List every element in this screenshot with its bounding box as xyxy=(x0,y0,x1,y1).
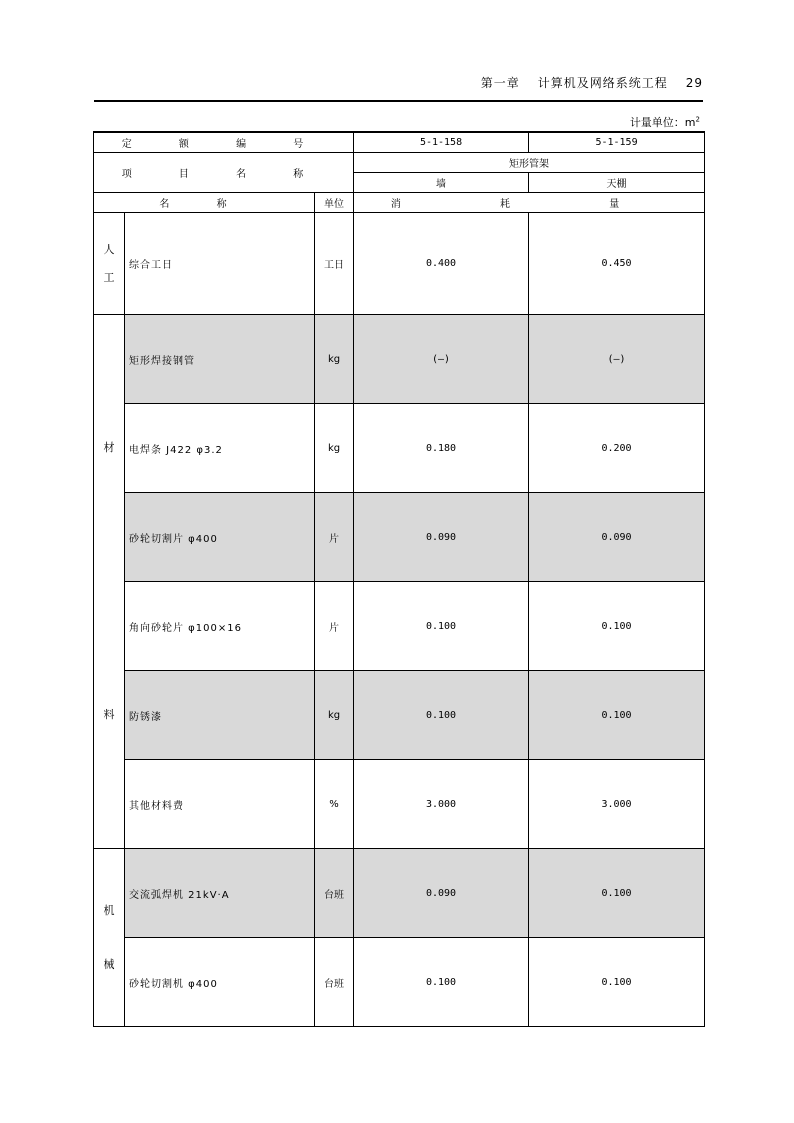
row-unit: kg xyxy=(315,404,354,493)
row-value-2: 0.090 xyxy=(529,493,705,582)
row-unit: % xyxy=(315,760,354,849)
row-value-2: 0.200 xyxy=(529,404,705,493)
quota-table xyxy=(93,131,705,1027)
quota-label-cell: 定 额 编 号 xyxy=(94,132,354,153)
row-value-2: 0.100 xyxy=(529,938,705,1027)
row-unit: 片 xyxy=(315,582,354,671)
row-value-2: 3.000 xyxy=(529,760,705,849)
row-unit: 台班 xyxy=(315,849,354,938)
table-row xyxy=(94,493,705,582)
row-name: 交流弧焊机 21kV·A xyxy=(125,849,315,938)
row-value-1: 0.100 xyxy=(354,938,529,1027)
table-row xyxy=(94,760,705,849)
subitem-wall: 墙 xyxy=(354,173,529,193)
table-row xyxy=(94,849,705,938)
category-machine: 机 械 xyxy=(94,849,125,1027)
group-cell: 矩形管架 xyxy=(354,153,705,173)
row-value-1: 0.100 xyxy=(354,671,529,760)
quota-code-2: 5-1-159 xyxy=(529,132,705,153)
quota-code-row xyxy=(94,132,705,153)
group-row xyxy=(94,153,705,173)
table-row xyxy=(94,938,705,1027)
table-row xyxy=(94,671,705,760)
row-value-2: 0.100 xyxy=(529,582,705,671)
row-value-1: 0.180 xyxy=(354,404,529,493)
row-value-2: 0.100 xyxy=(529,849,705,938)
row-value-1: 3.000 xyxy=(354,760,529,849)
row-value-1: (—) xyxy=(354,315,529,404)
chapter-number: 第一章 xyxy=(480,76,520,90)
quota-code-1: 5-1-158 xyxy=(354,132,529,153)
col-unit-header: 单位 xyxy=(315,193,354,213)
row-value-1: 0.090 xyxy=(354,849,529,938)
table-row xyxy=(94,404,705,493)
row-value-2: 0.450 xyxy=(529,213,705,315)
row-name: 防锈漆 xyxy=(125,671,315,760)
row-name: 矩形焊接钢管 xyxy=(125,315,315,404)
row-value-1: 0.400 xyxy=(354,213,529,315)
chapter-heading xyxy=(463,74,703,91)
table-row xyxy=(94,582,705,671)
row-value-2: 0.100 xyxy=(529,671,705,760)
page-number: 29 xyxy=(685,76,703,90)
row-unit: 片 xyxy=(315,493,354,582)
row-value-2: (—) xyxy=(529,315,705,404)
header-rule xyxy=(94,100,703,102)
unit-note: 计量单位：$m^2$ xyxy=(629,115,700,129)
item-label-cell: 项 目 名 称 xyxy=(94,153,354,193)
row-name: 综合工日 xyxy=(125,213,315,315)
column-header-row xyxy=(94,193,705,213)
row-unit: 台班 xyxy=(315,938,354,1027)
row-unit: kg xyxy=(315,671,354,760)
table-row xyxy=(94,213,705,315)
row-unit: 工日 xyxy=(315,213,354,315)
col-name-header: 名 称 xyxy=(94,193,315,213)
row-name: 角向砂轮片 φ100×16 xyxy=(125,582,315,671)
row-value-1: 0.100 xyxy=(354,582,529,671)
row-unit: kg xyxy=(315,315,354,404)
page-header xyxy=(94,74,703,94)
row-name: 砂轮切割片 φ400 xyxy=(125,493,315,582)
col-consumption-header: 消 耗 量 xyxy=(354,193,705,213)
row-name: 电焊条 J422 φ3.2 xyxy=(125,404,315,493)
row-value-1: 0.090 xyxy=(354,493,529,582)
category-material: 材 料 xyxy=(94,315,125,849)
chapter-title: 计算机及网络系统工程 xyxy=(537,76,668,90)
category-labor: 人 工 xyxy=(94,213,125,315)
subitem-ceiling: 天棚 xyxy=(529,173,705,193)
row-name: 砂轮切割机 φ400 xyxy=(125,938,315,1027)
table-row xyxy=(94,315,705,404)
row-name: 其他材料费 xyxy=(125,760,315,849)
